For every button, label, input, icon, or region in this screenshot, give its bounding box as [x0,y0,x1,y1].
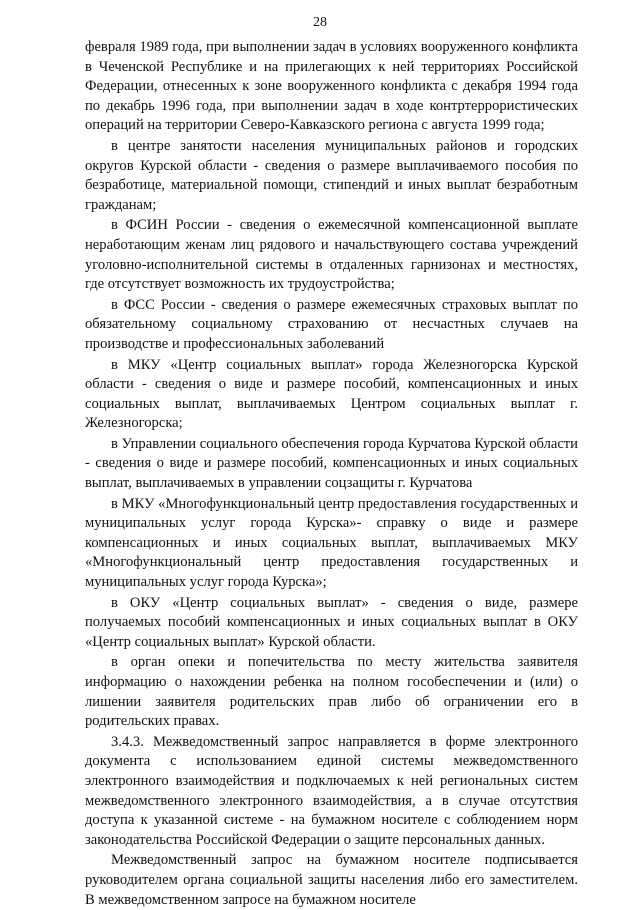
paragraph-paper-request: Межведомственный запрос на бумажном носителе подписывается руководителем органа социальной защиты населения либо его заместителем. В межведомственном запросе на бумажном носителе [85,852,578,908]
paragraph-fsin: в ФСИН России - сведения о ежемесячной компенсационной выплате неработающим женам лиц рядового и начальствующего состава учреждений уголовно-исполнительной системы в отдаленных гарнизонах и местностях, где отсутствует возможность их трудоустройства; [85,217,578,293]
paragraph-kurchatov: в Управлении социального обеспечения города Курчатова Курской области - сведения о виде и размере пособий, компенсационных и иных социальных выплат, выплачиваемых в управлении соцзащиты г. Курчатова [85,435,578,492]
paragraph-section-3-4-3: 3.4.3. Межведомственный запрос направляется в форме электронного документа с использованием единой системы межведомственного электронного взаимодействия и подключаемых к ней региональных систем межведомственного электронного взаимодействия, а в случае отсутствия доступа к указанной системе - на бумажном носителе с соблюдением норм законодательства Российской Федерации о защите персональных данных. [85,733,578,848]
paragraph-mfc-kursk: в МКУ «Многофункциональный центр предоставления государственных и муниципальных услуг города Курска»- справку о виде и размере компенсационных и иных социальных выплат, выплачиваемых МКУ «Многофункциональный центр предоставления государственных и муниципальных услуг города Курска»; [85,495,578,591]
page-number: 28 [313,15,327,30]
paragraph-veterans-continuation: февраля 1989 года, при выполнении задач в условиях вооруженного конфликта в Чеченской Республике и на прилегающих к ней территориях Российской Федерации, отнесенных к зоне вооруженного конфликта с декабря 1994 года по декабрь 1996 года, при выполнении задач в ходе контртеррористических операций на территории Северо-Кавказского региона с августа 1999 года; [85,39,578,134]
paragraph-employment-center: в центре занятости населения муниципальных районов и городских округов Курской области - сведения о размере выплачиваемого пособия по безработице, материальной помощи, стипендий и иных выплат безработным гражданам; [85,137,578,213]
document-body [85,38,578,910]
paragraph-mku-zheleznogorsk: в МКУ «Центр социальных выплат» города Железногорска Курской области - сведения о виде и размере пособий, компенсационных и иных социальных выплат, выплачиваемых Центром социальных выплат г. Железногорска; [85,356,578,432]
paragraph-fss: в ФСС России - сведения о размере ежемесячных страховых выплат по обязательному социальному страхованию от несчастных случаев на производстве и профессиональных заболеваний [85,296,578,352]
paragraph-guardianship: в орган опеки и попечительства по месту жительства заявителя информацию о нахождении ребенка на полном гособеспечении и (или) о лишении заявителя родительских прав либо об ограничении его в родительских правах. [85,654,578,730]
paragraph-oku: в ОКУ «Центр социальных выплат» - сведения о виде, размере получаемых пособий компенсационных и иных социальных выплат в ОКУ «Центр социальных выплат» Курской области. [85,594,578,650]
